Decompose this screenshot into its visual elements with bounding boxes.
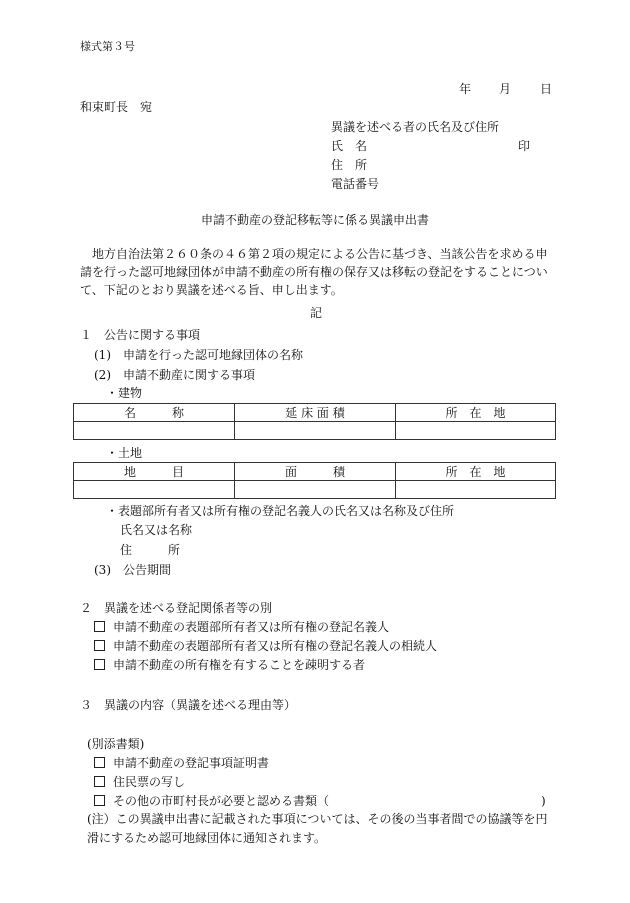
checkbox[interactable] (94, 795, 105, 806)
land-table (73, 462, 556, 499)
building-floor-area-cell[interactable] (235, 422, 396, 440)
table-row (74, 481, 556, 499)
attachment-option-3[interactable]: その他の市町村長が必要と認める書類（ (94, 793, 329, 809)
land-location-cell[interactable] (396, 481, 556, 499)
section2-option-2[interactable]: 申請不動産の表題部所有者又は所有権の登記名義人の相続人 (94, 638, 437, 654)
land-header-category: 地 目 (74, 463, 235, 481)
section3-heading: ３ 異議の内容（異議を述べる理由等） (80, 698, 297, 712)
land-header-area: 面 積 (235, 463, 396, 481)
applicant-address-label: 住 所 (331, 158, 368, 172)
ki-marker: 記 (310, 306, 323, 320)
land-label: ・土地 (106, 446, 143, 460)
checkbox[interactable] (94, 640, 105, 651)
attachment-option-2[interactable]: 住民票の写し (94, 774, 185, 790)
building-name-cell[interactable] (74, 422, 235, 440)
owner-note: ・表題部所有者又は所有権の登記名義人の氏名又は名称及び住所 (106, 504, 455, 518)
building-label: ・建物 (106, 386, 143, 400)
land-header-location: 所 在 地 (396, 463, 556, 481)
building-header-name: 名 称 (74, 404, 235, 422)
building-location-cell[interactable] (396, 422, 556, 440)
owner-name-label: 氏名又は名称 (120, 523, 193, 537)
applicant-phone-label: 電話番号 (331, 177, 380, 191)
checkbox[interactable] (94, 776, 105, 787)
building-header-floor-area: 延 床 面 積 (235, 404, 396, 422)
land-area-cell[interactable] (235, 481, 396, 499)
section2-option-3[interactable]: 申請不動産の所有権を有することを疎明する者 (94, 657, 365, 673)
section1-heading: １ 公告に関する事項 (80, 328, 201, 342)
checkbox[interactable] (94, 659, 105, 670)
seal-mark: 印 (518, 139, 531, 153)
table-header-row (74, 463, 556, 481)
building-table (73, 403, 556, 440)
form-number: 様式第３号 (80, 40, 135, 53)
checkbox[interactable] (94, 621, 105, 632)
section2-option-1[interactable]: 申請不動産の表題部所有者又は所有権の登記名義人 (94, 619, 389, 635)
attachment-close-paren: ) (541, 794, 546, 808)
addressee: 和束町長 宛 (80, 100, 153, 114)
applicant-name-label: 氏 名 (331, 139, 368, 153)
checkbox[interactable] (94, 757, 105, 768)
owner-address-label: 住 所 (120, 543, 181, 557)
land-category-cell[interactable] (74, 481, 235, 499)
date-year: 年 (459, 82, 472, 96)
applicant-heading: 異議を述べる者の氏名及び住所 (331, 120, 500, 134)
section1-item1: (1) 申請を行った認可地縁団体の名称 (94, 348, 303, 362)
intro-paragraph: 地方自治法第２６０条の４６第２項の規定による公告に基づき、当該公告を求める申請を行った認可地縁団体が申請不動産の所有権の保存又は移転の登記をすることについて、下記のとおり異議を述べる旨、申し出ます。 (80, 247, 548, 297)
section2-heading: ２ 異議を述べる登記関係者等の別 (80, 601, 273, 615)
building-header-location: 所 在 地 (396, 404, 556, 422)
attachment-option-1[interactable]: 申請不動産の登記事項証明書 (94, 755, 269, 771)
section1-item2: (2) 申請不動産に関する事項 (94, 368, 255, 382)
table-row (74, 422, 556, 440)
document-title: 申請不動産の登記移転等に係る異議申出書 (200, 213, 429, 227)
section1-item3: (3) 公告期間 (94, 563, 171, 577)
date-month: 月 (499, 82, 512, 96)
footnote: (注）この異議申出書に記載された事項については、その後の当事者間での協議等を円滑にするため認可地縁団体に通知されます。 (87, 812, 548, 845)
attachments-heading: (別添書類) (87, 737, 145, 751)
date-day: 日 (540, 82, 553, 96)
table-header-row (74, 404, 556, 422)
